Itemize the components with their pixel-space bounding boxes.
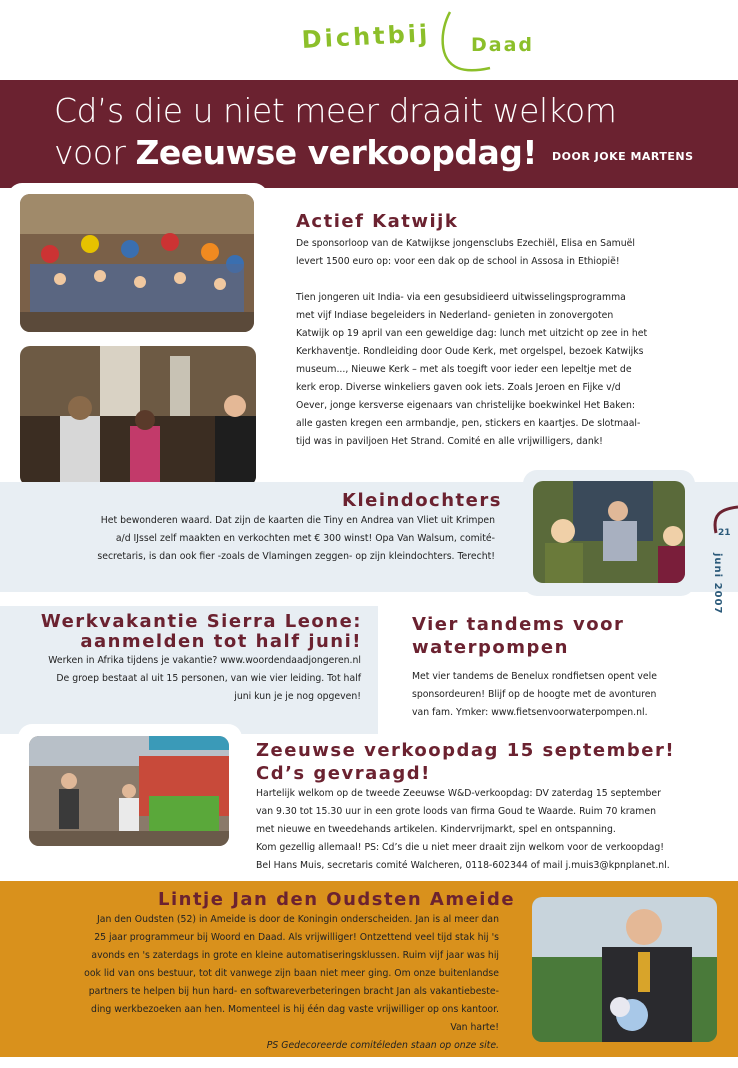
kleindochters-line: secretaris, is dan ook fier -zoals de Vlamingen zeggen- op zijn kleindochters. Terecht! — [97, 551, 495, 562]
photo-market — [29, 736, 229, 846]
lintje-line: Van harte! — [450, 1022, 499, 1033]
tandems-line: sponsordeuren! Blijf op de hoogte met de avonturen — [412, 689, 657, 700]
lintje-ps: PS Gedecoreerde comitéleden staan op onze site. — [266, 1040, 499, 1051]
logo-daad: Daad — [471, 34, 535, 56]
katwijk-line: Oever, jonge kersverse eigenaars van christelijke boekwinkel Het Baken: — [296, 400, 635, 411]
sierra-line: De groep bestaat al uit 15 personen, van wie vier leiding. Tot half — [56, 673, 361, 684]
katwijk-line: levert 1500 euro op: voor een dak op de school in Assosa in Ethiopië! — [296, 256, 620, 267]
page-marker-curve-icon — [690, 505, 738, 545]
lintje-line: ook lid van ons bestuur, tot dit vanwege zijn baan niet meer ging. Om onze buitenlandse — [84, 968, 499, 979]
zeeuwse-title: Zeeuwse verkoopdag 15 september! Cd’s gevraagd! — [256, 740, 676, 784]
zeeuwse-line: Bel Hans Muis, secretaris comité Walcheren, 0118-602344 of mail j.muis3@kpnplanet.nl. — [256, 860, 670, 871]
zeeuwse-text — [256, 785, 696, 875]
katwijk-line: Katwijk op 19 april van een geweldige dag: lunch met uitzicht op zee in het — [296, 328, 648, 339]
katwijk-title: Actief Katwijk — [296, 211, 459, 232]
katwijk-line: kerk erop. Diverse winkeliers gaven ook iets. Zoals Jeroen en Fijke v/d — [296, 382, 621, 393]
lintje-line: 25 jaar programmeur bij Woord en Daad. Als vrijwilliger! Ontzettend veel tijd stak hij 's — [94, 932, 499, 943]
tandems-line: Met vier tandems de Benelux rondfietsen opent vele — [412, 671, 657, 682]
katwijk-line: tijd was in paviljoen Het Strand. Comité en alle vrijwilligers, dank! — [296, 436, 603, 447]
logo-dichtbij: Dichtbij — [301, 19, 431, 54]
katwijk-line: museum..., Nieuwe Kerk – met als toegift voor ieder een lepeltje met de — [296, 364, 632, 375]
katwijk-line: De sponsorloop van de Katwijkse jongensclubs Ezechiël, Elisa en Samuël — [296, 238, 635, 249]
kleindochters-line: Het bewonderen waard. Dat zijn de kaarten die Tiny en Andrea van Vliet uit Krimpen — [100, 515, 495, 526]
page-number: 21 — [718, 528, 731, 538]
kleindochters-text — [40, 512, 495, 566]
katwijk-line — [296, 271, 716, 289]
sierra-title: Werkvakantie Sierra Leone: aanmelden tot half juni! — [40, 611, 362, 652]
katwijk-line: alle gasten kregen een armbandje, pen, stickers en kaartjes. De slotmaal- — [296, 418, 641, 429]
photo-jan-den-oudsten — [532, 897, 717, 1042]
zeeuwse-line: met nieuwe en tweedehands artikelen. Kindervrijmarkt, spel en ontspanning. — [256, 824, 616, 835]
tandems-title: Vier tandems voor waterpompen — [412, 614, 625, 658]
zeeuwse-line: Kom gezellig allemaal! PS: Cd’s die u niet meer draait zijn welkom voor de verkoopdag! — [256, 842, 664, 853]
lintje-line: avonds en 's zaterdags in grote en kleine automatiseringsklussen. Ruim vijf jaar was hij — [91, 950, 499, 961]
katwijk-line: Kerkhaventje. Rondleiding door Oude Kerk, met orgelspel, bezoek Katwijks — [296, 346, 644, 357]
title-line-1: Cd’s die u niet meer draait welkom — [54, 91, 617, 130]
photo-group-katwijk — [20, 194, 254, 332]
page-month: juni 2007 — [712, 553, 723, 615]
lintje-title: Lintje Jan den Oudsten Ameide — [158, 889, 516, 910]
zeeuwse-line: van 9.30 tot 15.30 uur in een grote loods van firma Goud te Waarde. Ruim 70 kramen — [256, 806, 656, 817]
byline: DOOR JOKE MARTENS — [552, 150, 694, 163]
katwijk-line: met vijf Indiase begeleiders in Nederland- genieten in zonovergoten — [296, 310, 614, 321]
tandems-text — [412, 668, 712, 722]
sierra-line: Werken in Afrika tijdens je vakantie? www.woordendaadjongeren.nl — [48, 655, 361, 666]
photo-church-visit — [20, 346, 256, 486]
lintje-line: partners te helpen bij hun hard- en softwareverbeteringen bracht Jan als vakantiebeste- — [88, 986, 499, 997]
kleindochters-title: Kleindochters — [342, 490, 502, 511]
lintje-line: ding werkbezoeken aan hen. Momenteel is hij één dag vaste vrijwilliger op ons kantoor. — [91, 1004, 499, 1015]
sierra-line: juni kun je je nog opgeven! — [234, 691, 361, 702]
tandems-line: van fam. Ymker: www.fietsenvoorwaterpompen.nl. — [412, 707, 648, 718]
lintje-line: Jan den Oudsten (52) in Ameide is door de Koningin onderscheiden. Jan is al meer dan — [97, 914, 499, 925]
photo-kleindochters — [533, 481, 685, 583]
lintje-text — [30, 911, 499, 1055]
katwijk-text — [296, 235, 716, 451]
page-title — [54, 90, 616, 174]
title-line-2: voor Zeeuwse verkoopdag! — [54, 133, 537, 172]
kleindochters-line: a/d IJssel zelf maakten en verkochten met € 300 winst! Opa Van Walsum, comité- — [115, 533, 495, 544]
zeeuwse-line: Hartelijk welkom op de tweede Zeeuwse W&D-verkoopdag: DV zaterdag 15 september — [256, 788, 661, 799]
sierra-text — [20, 652, 361, 706]
katwijk-line: Tien jongeren uit India- via een gesubsidieerd uitwisselingsprogramma — [296, 292, 626, 303]
